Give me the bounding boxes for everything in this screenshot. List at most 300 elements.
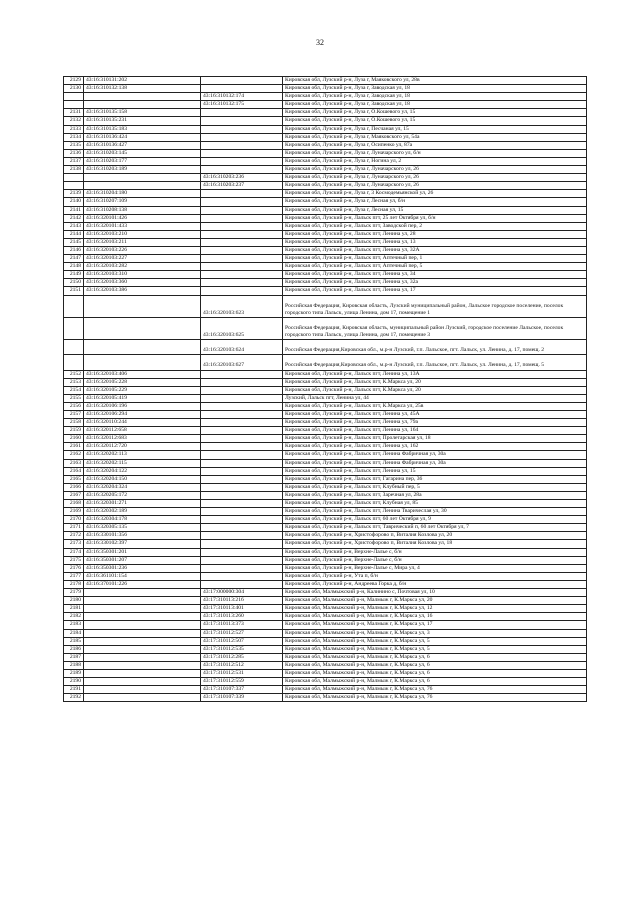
address-cell: Кировская обл, Лузский р-н, Луза г, 3 Космодемьянской ул, 26 <box>283 190 587 198</box>
premises-cadastral-number-cell <box>201 500 283 508</box>
row-number-cell: 2180 <box>64 597 84 605</box>
premises-cadastral-number-cell <box>201 410 283 418</box>
premises-cadastral-number-cell: 43:16:310132:175 <box>201 101 283 109</box>
cadastral-number-cell: 43:16:320110:244 <box>84 419 201 427</box>
row-number-cell <box>64 340 84 355</box>
premises-cadastral-number-cell <box>201 580 283 588</box>
premises-cadastral-number-cell <box>201 443 283 451</box>
table-row <box>64 101 587 109</box>
address-cell: Кировская обл, Малмыжский р-н, Малмыж г, К.Маркса ул, 76 <box>283 694 587 702</box>
premises-cadastral-number-cell <box>201 402 283 410</box>
row-number-cell <box>64 182 84 190</box>
address-cell: Кировская обл, Лузский р-н, Луза г, Луначарского ул, 26 <box>283 182 587 190</box>
address-cell: Кировская обл, Лузский р-н, Луза г, Луначарского ул, 26 <box>283 174 587 182</box>
cadastral-number-cell: 43:16:310136:427 <box>84 141 201 149</box>
row-number-cell: 2133 <box>64 125 84 133</box>
table-row <box>64 540 587 548</box>
premises-cadastral-number-cell <box>201 85 283 93</box>
row-number-cell: 2168 <box>64 500 84 508</box>
cadastral-number-cell <box>84 621 201 629</box>
row-number-cell: 2149 <box>64 271 84 279</box>
premises-cadastral-number-cell <box>201 214 283 222</box>
premises-cadastral-number-cell <box>201 467 283 475</box>
premises-cadastral-number-cell <box>201 255 283 263</box>
cadastral-number-cell: 43:16:320103:406 <box>84 370 201 378</box>
address-cell: Кировская обл, Лузский р-н, Лальск пгт, Ленина ул, 79а <box>283 419 587 427</box>
table-row <box>64 206 587 214</box>
address-cell: Кировская обл, Лузский р-н, Андреева Горка д, б/н <box>283 580 587 588</box>
premises-cadastral-number-cell: 43:17:310112:559 <box>201 678 283 686</box>
premises-cadastral-number-cell: 43:17:310113:373 <box>201 621 283 629</box>
row-number-cell: 2188 <box>64 661 84 669</box>
address-cell: Кировская обл, Лузский р-н, Лальск пгт, К.Маркса ул, 20 <box>283 378 587 386</box>
row-number-cell: 2152 <box>64 370 84 378</box>
address-cell: Кировская обл, Лузский р-н, Лальск пгт, Ленина ул, 162 <box>283 443 587 451</box>
row-number-cell: 2143 <box>64 222 84 230</box>
cadastral-number-cell: 43:16:320103:386 <box>84 287 201 295</box>
table-row <box>64 190 587 198</box>
table-row <box>64 645 587 653</box>
premises-cadastral-number-cell: 43:16:310132:174 <box>201 93 283 101</box>
row-number-cell <box>64 295 84 317</box>
table-row <box>64 295 587 317</box>
address-cell: Кировская обл, Малмыжский р-н, Малмыж г, К.Маркса ул, 6 <box>283 678 587 686</box>
premises-cadastral-number-cell: 43:17:310112:285 <box>201 653 283 661</box>
row-number-cell: 2169 <box>64 508 84 516</box>
address-cell: Кировская обл, Лузский р-н, Луза г, Заводская ул, 18 <box>283 93 587 101</box>
row-number-cell: 2157 <box>64 410 84 418</box>
row-number-cell: 2162 <box>64 451 84 459</box>
cadastral-number-cell: 43:16:370101:226 <box>84 580 201 588</box>
row-number-cell: 2146 <box>64 246 84 254</box>
cadastral-number-cell <box>84 182 201 190</box>
cadastral-number-cell: 43:16:320202:113 <box>84 451 201 459</box>
address-cell: Кировская обл, Лузский р-н, Лальск пгт, К.Маркса ул, 20 <box>283 386 587 394</box>
premises-cadastral-number-cell: 43:16:320103:625 <box>201 317 283 339</box>
cadastral-number-cell <box>84 295 201 317</box>
cadastral-number-cell: 43:16:310203:177 <box>84 157 201 165</box>
address-cell: Кировская обл, Лузский р-н, Луза г, Луначарского ул, б/н <box>283 149 587 157</box>
row-number-cell: 2184 <box>64 629 84 637</box>
premises-cadastral-number-cell <box>201 133 283 141</box>
address-cell: Кировская обл, Малмыжский р-н, Малмыж г, К.Маркса ул, 5 <box>283 637 587 645</box>
row-number-cell: 2165 <box>64 475 84 483</box>
address-cell: Кировская обл, Лузский р-н, Верхне-Лалье с, б/н <box>283 548 587 556</box>
premises-cadastral-number-cell <box>201 540 283 548</box>
row-number-cell: 2155 <box>64 394 84 402</box>
premises-cadastral-number-cell <box>201 572 283 580</box>
row-number-cell <box>64 355 84 370</box>
table-row <box>64 532 587 540</box>
address-cell: Кировская обл, Лузский р-н, Луза г, Заводская ул, 18 <box>283 101 587 109</box>
address-cell: Кировская обл, Лузский р-н, Лальск пгт, Гагарина пер, 36 <box>283 475 587 483</box>
row-number-cell: 2182 <box>64 613 84 621</box>
row-number-cell: 2166 <box>64 483 84 491</box>
row-number-cell: 2147 <box>64 255 84 263</box>
row-number-cell: 2142 <box>64 214 84 222</box>
premises-cadastral-number-cell <box>201 263 283 271</box>
row-number-cell: 2191 <box>64 686 84 694</box>
row-number-cell: 2190 <box>64 678 84 686</box>
premises-cadastral-number-cell <box>201 370 283 378</box>
cadastral-number-cell: 43:16:350301:201 <box>84 548 201 556</box>
cadastral-number-cell <box>84 645 201 653</box>
cadastral-number-cell: 43:16:361101:154 <box>84 572 201 580</box>
table-row <box>64 459 587 467</box>
table-row <box>64 686 587 694</box>
address-cell: Кировская обл, Лузский р-н, Луза г, О.Кошевого ул, 15 <box>283 117 587 125</box>
table-row <box>64 443 587 451</box>
premises-cadastral-number-cell <box>201 230 283 238</box>
cadastral-number-cell <box>84 355 201 370</box>
premises-cadastral-number-cell <box>201 109 283 117</box>
address-cell: Кировская обл, Лузский р-н, Луза г, О.Кошевого ул, 15 <box>283 109 587 117</box>
address-cell: Кировская обл, Лузский р-н, Лальск пгт, 25 лет Октября ул, б/н <box>283 214 587 222</box>
cadastral-number-cell: 43:16:320103:310 <box>84 271 201 279</box>
address-cell: Кировская обл, Лузский р-н, Лальск пгт, Ленина ул, 13А <box>283 370 587 378</box>
address-cell: Кировская обл, Лузский р-н, Луза г, Ногина ул, 2 <box>283 157 587 165</box>
address-cell: Кировская обл, Лузский р-н, Лальск пгт, Ленина ул, 164 <box>283 427 587 435</box>
row-number-cell: 2171 <box>64 524 84 532</box>
cadastral-number-cell: 43:16:320105:228 <box>84 378 201 386</box>
row-number-cell: 2144 <box>64 230 84 238</box>
premises-cadastral-number-cell <box>201 198 283 206</box>
row-number-cell: 2134 <box>64 133 84 141</box>
address-cell: Российская Федерация,Кировская обл., м.р-н Лузский, г.п. Лальское, пгт. Лальск, ул. Ленина, д. 17, помещ. 2 <box>283 340 587 355</box>
address-cell: Кировская обл, Лузский р-н, Луза г, Луначарского ул, 26 <box>283 166 587 174</box>
table-row <box>64 661 587 669</box>
table-row <box>64 238 587 246</box>
row-number-cell: 2186 <box>64 645 84 653</box>
cadastral-number-cell <box>84 613 201 621</box>
table-row <box>64 613 587 621</box>
table-row <box>64 500 587 508</box>
table-row <box>64 637 587 645</box>
table-row <box>64 133 587 141</box>
table-row <box>64 402 587 410</box>
cadastral-number-cell: 43:16:310135:231 <box>84 117 201 125</box>
cadastral-number-cell: 43:16:320305:135 <box>84 524 201 532</box>
cadastral-number-cell <box>84 101 201 109</box>
premises-cadastral-number-cell <box>201 190 283 198</box>
table-row <box>64 174 587 182</box>
row-number-cell: 2160 <box>64 435 84 443</box>
row-number-cell: 2177 <box>64 572 84 580</box>
row-number-cell: 2150 <box>64 279 84 287</box>
premises-cadastral-number-cell: 43:16:320103:624 <box>201 340 283 355</box>
address-cell: Кировская обл, Лузский р-н, Лальск пгт, Ленина ул, 13 <box>283 238 587 246</box>
row-number-cell: 2167 <box>64 491 84 499</box>
row-number-cell: 2151 <box>64 287 84 295</box>
row-number-cell: 2130 <box>64 85 84 93</box>
premises-cadastral-number-cell <box>201 77 283 85</box>
address-cell: Кировская обл, Лузский р-н, Луза г, Лесная ул, 15 <box>283 206 587 214</box>
row-number-cell: 2156 <box>64 402 84 410</box>
row-number-cell <box>64 317 84 339</box>
table-row <box>64 166 587 174</box>
cadastral-number-cell: 43:16:310207:109 <box>84 198 201 206</box>
table-row <box>64 597 587 605</box>
table-row <box>64 669 587 677</box>
premises-cadastral-number-cell <box>201 238 283 246</box>
table-row <box>64 85 587 93</box>
address-cell: Лузский, Лальск пгт, Ленина ул, 44 <box>283 394 587 402</box>
row-number-cell: 2140 <box>64 198 84 206</box>
address-cell: Кировская обл, Лузский р-н, Верхне-Лалье с, Мира ул, 4 <box>283 564 587 572</box>
table-row <box>64 182 587 190</box>
address-cell: Кировская обл, Лузский р-н, Лальск пгт, К.Маркса ул, 25в <box>283 402 587 410</box>
table-row <box>64 427 587 435</box>
address-cell: Кировская обл, Малмыжский р-н, Малмыж г, К.Маркса ул, 5 <box>283 645 587 653</box>
address-cell: Кировская обл, Лузский р-н, Лальск пгт, Ленина ул, 32А <box>283 246 587 254</box>
cadastral-number-cell: 43:16:320112:720 <box>84 443 201 451</box>
cadastral-number-cell: 43:16:320103:226 <box>84 246 201 254</box>
table-row <box>64 548 587 556</box>
cadastral-number-cell <box>84 661 201 669</box>
row-number-cell: 2164 <box>64 467 84 475</box>
table-row <box>64 589 587 597</box>
row-number-cell: 2132 <box>64 117 84 125</box>
row-number-cell: 2187 <box>64 653 84 661</box>
premises-cadastral-number-cell <box>201 117 283 125</box>
premises-cadastral-number-cell <box>201 491 283 499</box>
address-cell: Кировская обл, Лузский р-н, Лальск пгт, Таврический п, 60 лет Октября ул, 7 <box>283 524 587 532</box>
cadastral-number-cell: 43:16:320205:172 <box>84 491 201 499</box>
address-cell: Кировская обл, Лузский р-н, Лальск пгт, Ленина Тваричеслая ул, 30 <box>283 508 587 516</box>
premises-cadastral-number-cell <box>201 483 283 491</box>
row-number-cell: 2159 <box>64 427 84 435</box>
premises-cadastral-number-cell <box>201 516 283 524</box>
address-cell: Кировская обл, Лузский р-н, Христофорово п, Виталия Козлова ул, 20 <box>283 532 587 540</box>
row-number-cell: 2129 <box>64 77 84 85</box>
table-row <box>64 410 587 418</box>
table-row <box>64 678 587 686</box>
premises-cadastral-number-cell: 43:16:320103:627 <box>201 355 283 370</box>
cadastral-number-cell: 43:16:320304:178 <box>84 516 201 524</box>
row-number-cell: 2141 <box>64 206 84 214</box>
table-row <box>64 141 587 149</box>
row-number-cell: 2176 <box>64 564 84 572</box>
cadastral-number-cell: 43:16:350301:207 <box>84 556 201 564</box>
address-cell: Кировская обл, Лузский р-н, Луза г, Заводская ул, 18 <box>283 85 587 93</box>
address-cell: Кировская обл, Лузский р-н, Лальск пгт, Ленина Фабричная ул, 30а <box>283 459 587 467</box>
cadastral-number-cell <box>84 605 201 613</box>
cadastral-number-cell: 43:16:320112:658 <box>84 427 201 435</box>
premises-cadastral-number-cell: 43:17:310107:339 <box>201 694 283 702</box>
premises-cadastral-number-cell <box>201 451 283 459</box>
address-cell: Кировская обл, Малмыжский р-н, Малмыж г, К.Маркса ул, 16 <box>283 613 587 621</box>
table-row <box>64 451 587 459</box>
row-number-cell: 2163 <box>64 459 84 467</box>
cadastral-number-cell: 43:16:320103:210 <box>84 230 201 238</box>
address-cell: Кировская обл, Лузский р-н, Лальск пгт, Ленина ул, 15 <box>283 467 587 475</box>
premises-cadastral-number-cell: 43:17:310112:535 <box>201 645 283 653</box>
cadastral-number-cell: 43:16:330102:397 <box>84 540 201 548</box>
table-row <box>64 340 587 355</box>
table-row <box>64 394 587 402</box>
row-number-cell: 2170 <box>64 516 84 524</box>
premises-cadastral-number-cell <box>201 141 283 149</box>
table-row <box>64 694 587 702</box>
row-number-cell: 2189 <box>64 669 84 677</box>
cadastral-number-cell: 43:16:320103:282 <box>84 263 201 271</box>
cadastral-number-cell <box>84 174 201 182</box>
row-number-cell: 2145 <box>64 238 84 246</box>
cadastral-number-cell: 43:16:320103:227 <box>84 255 201 263</box>
table-row <box>64 287 587 295</box>
address-cell: Кировская обл, Лузский р-н, Лальск пгт, Ленина ул, 17 <box>283 287 587 295</box>
table-row <box>64 435 587 443</box>
premises-cadastral-number-cell <box>201 548 283 556</box>
premises-cadastral-number-cell <box>201 271 283 279</box>
table-row <box>64 572 587 580</box>
premises-cadastral-number-cell: 43:17:310113:260 <box>201 613 283 621</box>
cadastral-number-cell <box>84 694 201 702</box>
premises-cadastral-number-cell: 43:17:000000:304 <box>201 589 283 597</box>
premises-cadastral-number-cell <box>201 246 283 254</box>
address-cell: Кировская обл, Малмыжский р-н, Малмыж г, К.Маркса ул, 20 <box>283 597 587 605</box>
table-row <box>64 77 587 85</box>
table-row <box>64 629 587 637</box>
cadastral-number-cell: 43:16:350301:236 <box>84 564 201 572</box>
address-cell: Кировская обл, Лузский р-н, Лальск пгт, Заводской пер, 2 <box>283 222 587 230</box>
premises-cadastral-number-cell: 43:17:310112:512 <box>201 661 283 669</box>
premises-cadastral-number-cell <box>201 386 283 394</box>
table-row <box>64 556 587 564</box>
address-cell: Кировская обл, Лузский р-н, Лальск пгт, Аптечный пер, 5 <box>283 263 587 271</box>
table-row <box>64 508 587 516</box>
registry-table <box>63 76 587 702</box>
table-row <box>64 149 587 157</box>
cadastral-number-cell: 43:16:320204:122 <box>84 467 201 475</box>
row-number-cell <box>64 174 84 182</box>
table-row <box>64 117 587 125</box>
table-row <box>64 475 587 483</box>
address-cell: Российская Федерация, Кировская область, Лузский муниципальный район, Лальское городское поселение, поселок городского типа Лальск, улица Ленина, дом 17, помещение 1 <box>283 295 587 317</box>
cadastral-number-cell <box>84 629 201 637</box>
row-number-cell: 2138 <box>64 166 84 174</box>
premises-cadastral-number-cell <box>201 427 283 435</box>
address-cell: Кировская обл, Малмыжский р-н, Малмыж г, К.Маркса ул, 3 <box>283 629 587 637</box>
cadastral-number-cell: 43:16:320112:683 <box>84 435 201 443</box>
premises-cadastral-number-cell <box>201 556 283 564</box>
table-row <box>64 271 587 279</box>
cadastral-number-cell <box>84 597 201 605</box>
premises-cadastral-number-cell <box>201 394 283 402</box>
table-row <box>64 230 587 238</box>
cadastral-number-cell: 43:16:320204:150 <box>84 475 201 483</box>
premises-cadastral-number-cell <box>201 287 283 295</box>
premises-cadastral-number-cell: 43:16:310203:237 <box>201 182 283 190</box>
cadastral-number-cell: 43:16:310203:145 <box>84 149 201 157</box>
row-number-cell: 2192 <box>64 694 84 702</box>
address-cell: Российская Федерация,Кировская обл., м.р-н Лузский, г.п. Лальское, пгт. Лальск, ул. Ленина, д. 17, помещ. 5 <box>283 355 587 370</box>
cadastral-number-cell: 43:16:320301:271 <box>84 500 201 508</box>
address-cell: Российская Федерация, Кировская область, муниципальный район Лузский, городское поселение Лальское, поселок городского типа Лальск, улица Ленина, дом 17, помещение 3 <box>283 317 587 339</box>
premises-cadastral-number-cell: 43:17:310113:216 <box>201 597 283 605</box>
cadastral-number-cell: 43:16:330101:356 <box>84 532 201 540</box>
table-row <box>64 386 587 394</box>
cadastral-number-cell: 43:16:320106:196 <box>84 402 201 410</box>
table-row <box>64 378 587 386</box>
cadastral-number-cell: 43:16:320103:211 <box>84 238 201 246</box>
premises-cadastral-number-cell <box>201 435 283 443</box>
table-row <box>64 93 587 101</box>
address-cell: Кировская обл, Лузский р-н, Лальск пгт, Аптечный пер, 1 <box>283 255 587 263</box>
row-number-cell: 2185 <box>64 637 84 645</box>
premises-cadastral-number-cell <box>201 532 283 540</box>
row-number-cell: 2175 <box>64 556 84 564</box>
cadastral-number-cell: 43:16:320204:324 <box>84 483 201 491</box>
address-cell: Кировская обл, Малмыжский р-н, Малмыж г, К.Маркса ул, 17 <box>283 621 587 629</box>
premises-cadastral-number-cell: 43:16:310203:236 <box>201 174 283 182</box>
row-number-cell: 2174 <box>64 548 84 556</box>
table-row <box>64 605 587 613</box>
cadastral-number-cell: 43:16:310203:189 <box>84 166 201 174</box>
premises-cadastral-number-cell <box>201 508 283 516</box>
address-cell: Кировская обл, Лузский р-н, Луза г, Маяковского ул, 28в <box>283 77 587 85</box>
premises-cadastral-number-cell: 43:16:320103:623 <box>201 295 283 317</box>
table-row <box>64 109 587 117</box>
cadastral-number-cell: 43:16:320101:433 <box>84 222 201 230</box>
row-number-cell: 2172 <box>64 532 84 540</box>
table-row <box>64 125 587 133</box>
cadastral-number-cell: 43:16:310136:424 <box>84 133 201 141</box>
cadastral-number-cell: 43:16:310131:202 <box>84 77 201 85</box>
address-cell: Кировская обл, Лузский р-н, Луза г, Лесная ул, б/н <box>283 198 587 206</box>
cadastral-number-cell: 43:16:310135:158 <box>84 109 201 117</box>
cadastral-number-cell: 43:16:320101:426 <box>84 214 201 222</box>
cadastral-number-cell <box>84 93 201 101</box>
row-number-cell: 2178 <box>64 580 84 588</box>
table-row <box>64 580 587 588</box>
table-row <box>64 255 587 263</box>
table-row <box>64 198 587 206</box>
row-number-cell: 2181 <box>64 605 84 613</box>
table-row <box>64 483 587 491</box>
cadastral-number-cell <box>84 653 201 661</box>
cadastral-number-cell: 43:16:320106:294 <box>84 410 201 418</box>
row-number-cell: 2139 <box>64 190 84 198</box>
row-number-cell: 2183 <box>64 621 84 629</box>
table-row <box>64 279 587 287</box>
row-number-cell: 2135 <box>64 141 84 149</box>
row-number-cell: 2158 <box>64 419 84 427</box>
row-number-cell: 2136 <box>64 149 84 157</box>
address-cell: Кировская обл, Малмыжский р-н, Малмыж г, К.Маркса ул, 6 <box>283 669 587 677</box>
address-cell: Кировская обл, Лузский р-н, Лальск пгт, Заречная ул, 28а <box>283 491 587 499</box>
cadastral-number-cell <box>84 669 201 677</box>
premises-cadastral-number-cell <box>201 157 283 165</box>
address-cell: Кировская обл, Лузский р-н, Лальск пгт, Ленина ул, 34 <box>283 271 587 279</box>
table-row <box>64 263 587 271</box>
table-row <box>64 246 587 254</box>
cadastral-number-cell: 43:16:310132:138 <box>84 85 201 93</box>
premises-cadastral-number-cell <box>201 166 283 174</box>
premises-cadastral-number-cell <box>201 564 283 572</box>
table-row <box>64 653 587 661</box>
premises-cadastral-number-cell <box>201 459 283 467</box>
table-row <box>64 214 587 222</box>
premises-cadastral-number-cell: 43:17:310112:527 <box>201 629 283 637</box>
row-number-cell <box>64 101 84 109</box>
cadastral-number-cell: 43:16:310135:183 <box>84 125 201 133</box>
table-row <box>64 621 587 629</box>
cadastral-number-cell: 43:16:320202:115 <box>84 459 201 467</box>
row-number-cell: 2161 <box>64 443 84 451</box>
address-cell: Кировская обл, Лузский р-н, Верхне-Лалье с, б/н <box>283 556 587 564</box>
premises-cadastral-number-cell <box>201 419 283 427</box>
